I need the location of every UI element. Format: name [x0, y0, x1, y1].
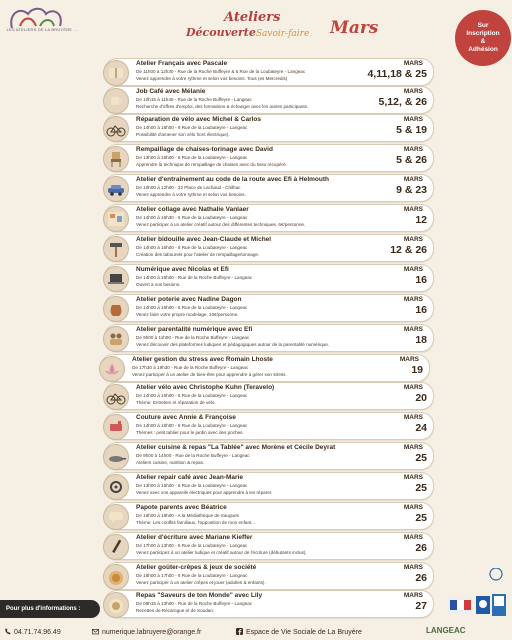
event-dates: 26 — [415, 572, 427, 584]
event-month: MARS — [403, 326, 423, 333]
event-title: Couture avec Annie & Françoise — [136, 414, 236, 421]
event-time-place: De 16h00 à 18h00 - A la Médiathèque de Saugues — [136, 513, 239, 518]
event-row — [104, 86, 434, 114]
event-title: Papote parents avec Béatrice — [136, 504, 227, 511]
event-month: MARS — [403, 504, 423, 511]
event-time-place: De 14h00 à 16h00 - 6 Rue de la Loubateyre - Langeac — [136, 125, 248, 130]
car-icon — [103, 176, 129, 202]
event-dates: 25 — [415, 482, 427, 494]
event-month: MARS — [403, 444, 423, 451]
event-time-place: De 16h00 à 17h00 - 6 Rue de la Loubateyre - Langeac — [136, 573, 248, 578]
event-description: Venez participer à un atelier créatif autour des différentes techniques. 6€/personne. — [136, 222, 306, 227]
event-title: Réparation de vélo avec Michel & Carlos — [136, 116, 261, 123]
event-time-place: De 14h00 à 16h30 - 6 Rue de la Loubateyre - Langeac — [136, 215, 248, 220]
event-row — [104, 590, 434, 618]
event-month: MARS — [403, 88, 423, 95]
phone-number: 04.71.74.96.49 — [14, 629, 61, 636]
event-row — [104, 412, 434, 440]
email-address: numerique.labruyere@orange.fr — [102, 629, 202, 636]
event-dates: 5 & 26 — [396, 154, 427, 166]
event-title: Atelier d'entraînement au code de la route avec Efi à Helmouth — [136, 176, 329, 183]
info-tab: Pour plus d'informations : — [0, 600, 100, 618]
badge-line: Inscription — [466, 30, 500, 37]
month-heading: Mars — [330, 18, 379, 38]
event-dates: 16 — [415, 274, 427, 286]
pen-icon — [103, 534, 129, 560]
event-dates: 24 — [415, 422, 427, 434]
event-row — [104, 562, 434, 590]
event-row — [104, 472, 434, 500]
event-row — [104, 204, 434, 232]
event-month: MARS — [403, 534, 423, 541]
event-row — [104, 144, 434, 172]
event-description: Possibilité d'amener son vélo hors électrique). — [136, 132, 230, 137]
event-dates: 12 & 26 — [390, 244, 427, 256]
coffee-icon — [103, 88, 129, 114]
event-time-place: De 13h00 à 16h00 - 6 Rue de la Loubateyre - Langeac — [136, 155, 248, 160]
event-time-place: De 9h00 à 11h00 - Rue de la Roche Buffeyre - Langeac — [136, 335, 250, 340]
event-title: Atelier bidouille avec Jean-Claude et Michel — [136, 236, 272, 243]
event-row — [104, 174, 434, 202]
lotus-icon — [99, 356, 125, 382]
event-title: Atelier gestion du stress avec Romain Lhoste — [132, 356, 273, 363]
event-description: Venez participez à un atelier ludique et créatif autour de l'écriture (débutants inclus). — [136, 550, 307, 555]
event-month: MARS — [403, 592, 423, 599]
event-dates: 19 — [411, 364, 423, 376]
event-title: Atelier repair café avec Jean-Marie — [136, 474, 243, 481]
event-dates: 5 & 19 — [396, 124, 427, 136]
event-row — [104, 532, 434, 560]
event-description: Création des tabourets pour l'atelier de rempaillage/tonnage. — [136, 252, 260, 257]
event-description: Apprendre la technique de rempaillage de chaises avec du tissu récupéré. — [136, 162, 287, 167]
badge-line: Adhésion — [468, 46, 498, 53]
family-icon — [103, 326, 129, 352]
event-month: MARS — [403, 116, 423, 123]
event-dates: 4,11,18 & 25 — [367, 68, 427, 80]
event-description: Thème: Les conflits familiaux, l'opposition de mon enfant... — [136, 520, 256, 525]
facebook-page: Espace de Vie Sociale de La Bruyère — [246, 629, 362, 636]
event-time-place: De 11h00 à 12h30 - Rue de la Roche Buffeyre & 6 Rue de la Loubateyre - Langeac — [136, 69, 306, 74]
event-time-place: De 14h00 à 16h00 - Rue de la Roche Buffeyre - Langeac — [136, 275, 253, 280]
scissors-icon — [103, 206, 129, 232]
event-row — [104, 324, 434, 352]
event-time-place: De 13h00 à 16h00 - 6 Rue de la Loubateyre - Langeac — [136, 483, 248, 488]
event-month: MARS — [403, 384, 423, 391]
phone-item[interactable] — [4, 628, 61, 636]
brand-caption: LES ATELIERS DE LA BRUYÈRE ... — [6, 27, 78, 32]
mail-icon — [92, 628, 99, 635]
event-dates: 12 — [415, 214, 427, 226]
event-row — [104, 442, 434, 470]
event-description: Recherche d'offres d'emploi, des formations & échanger avec les autres participants. — [136, 104, 309, 109]
bicycle-icon — [103, 116, 129, 142]
phone-icon — [4, 628, 11, 635]
event-dates: 16 — [415, 304, 427, 316]
event-title: Atelier goûter-crêpes & jeux de société — [136, 564, 257, 571]
event-month: MARS — [399, 356, 419, 363]
event-row — [104, 234, 434, 262]
badge-line: Sur — [477, 22, 489, 29]
cooking-icon — [103, 444, 129, 470]
chair-icon — [103, 146, 129, 172]
event-month: MARS — [403, 206, 423, 213]
event-description: Venez avec vos appareils électriques pour apprendre à les réparer. — [136, 490, 273, 495]
event-row — [104, 502, 434, 530]
repair-icon — [103, 474, 129, 500]
event-title: Atelier poterie avec Nadine Dagon — [136, 296, 242, 303]
event-description: Thème: Entretien et réparation de vélo. — [136, 400, 216, 405]
event-month: MARS — [403, 414, 423, 421]
event-time-place: De 9h00 à 14h00 - Rue de la Roche Buffeyre - Langeac — [136, 453, 250, 458]
event-dates: 20 — [415, 392, 427, 404]
event-title: Atelier collage avec Nathalie Vanlaer — [136, 206, 249, 213]
event-title: Numérique avec Nicolas et Efi — [136, 266, 229, 273]
event-time-place: De 17h30 à 19h30 - Rue de la Roche Buffeyre - Langeac — [132, 365, 249, 370]
book-icon — [103, 60, 129, 86]
event-row — [104, 264, 434, 292]
email-item[interactable] — [92, 628, 201, 636]
event-month: MARS — [403, 296, 423, 303]
subtitle-secondary: Savoir-faire — [255, 29, 310, 39]
event-description: Recettes de Récarogue et de Soudan. — [136, 608, 215, 613]
event-row — [104, 382, 434, 410]
event-title: Atelier d'écriture avec Mariane Kieffer — [136, 534, 253, 541]
facebook-item[interactable] — [236, 628, 362, 636]
event-description: Venez découvrir des plateformes ludiques et pédagogiques autour de la parentalité numérique. — [136, 342, 330, 347]
event-description: Venez faire votre propre modelage. 10€/personne. — [136, 312, 239, 317]
laptop-icon — [103, 266, 129, 292]
badge-line: & — [480, 38, 486, 45]
event-dates: 25 — [415, 452, 427, 464]
event-month: MARS — [403, 236, 423, 243]
page-title: Ateliers — [224, 10, 281, 25]
subtitle-main: Découverte — [186, 26, 256, 39]
event-description: Venez participer à un atelier crêpes et jouer (adultes & enfants). — [136, 580, 266, 585]
event-dates: 18 — [415, 334, 427, 346]
event-description: Venez apprendre à votre rythme et selon vos besoins. Tous (es Mercredis) — [136, 76, 288, 81]
event-time-place: De 14h00 à 16h00 - 6 Rue de la Loubateyre - Langeac — [136, 305, 248, 310]
event-title: Atelier Français avec Pascale — [136, 60, 228, 67]
event-month: MARS — [403, 176, 423, 183]
event-time-place: De 14h00 à 16h00 - 6 Rue de la Loubateyre - Langeac — [136, 245, 248, 250]
hammer-icon — [103, 236, 129, 262]
facebook-icon — [236, 628, 243, 635]
event-time-place: De 10h15 à 11h45 - Rue de la Roche Buffeyre - Langeac — [136, 97, 252, 102]
town-logo: LANGEAC — [426, 626, 466, 635]
event-row — [104, 114, 434, 142]
event-row — [104, 58, 434, 86]
bicycle-icon — [103, 384, 129, 410]
event-description: Venez participer à un atelier de bien-être pour apprendre à gérer son stress. — [132, 372, 287, 377]
partner-logos-icon — [444, 568, 508, 628]
pottery-icon — [103, 296, 129, 322]
event-title: Atelier vélo avec Christophe Kuhn (Teravelo) — [136, 384, 275, 391]
crepe-icon — [103, 564, 129, 590]
event-dates: 26 — [415, 542, 427, 554]
event-title: Atelier cuisine & repas "La Tablée" avec Morène et Cécile Deyrat — [136, 444, 336, 451]
event-dates: 27 — [415, 600, 427, 612]
event-dates: 5,12, & 26 — [378, 96, 427, 108]
event-title: Job Café avec Mélanie — [136, 88, 206, 95]
event-month: MARS — [403, 266, 423, 273]
event-time-place: De 10h00 à 12h00 - 32 Place de Lachaud - Chilhac — [136, 185, 241, 190]
event-row — [100, 354, 430, 382]
event-month: MARS — [403, 474, 423, 481]
sewing-icon — [103, 414, 129, 440]
event-month: MARS — [403, 146, 423, 153]
event-row — [104, 294, 434, 322]
event-description: Venez apprendre à votre rythme et selon vos besoins. — [136, 192, 246, 197]
event-dates: 25 — [415, 512, 427, 524]
registration-badge — [455, 10, 511, 66]
plate-icon — [103, 592, 129, 618]
event-time-place: De 08h15 à 13h00 - Rue de la Roche Buffeyre - Langeac — [136, 601, 253, 606]
event-time-place: De 14h00 à 16h00 - 6 Rue de la Loubateyre - Langeac — [136, 393, 248, 398]
event-time-place: De 14h00 à 16h00 - 6 Rue de la Loubateyre - Langeac — [136, 423, 248, 428]
chat-icon — [103, 504, 129, 530]
event-month: MARS — [403, 564, 423, 571]
event-title: Repas "Saveurs de ton Monde" avec Lily — [136, 592, 263, 599]
event-month: MARS — [403, 60, 423, 67]
page-subtitle — [186, 26, 309, 39]
event-time-place: De 17h00 à 13h00 - 6 Rue de la Loubateyre - Langeac — [136, 543, 248, 548]
event-description: Thèmes : petit tablier pour le jardin avec des poches. — [136, 430, 244, 435]
event-description: Ouvert à vos besoins. — [136, 282, 181, 287]
event-title: Atelier parentalité numérique avec Efi — [136, 326, 253, 333]
event-dates: 9 & 23 — [396, 184, 427, 196]
event-title: Rempaillage de chaises-torinage avec David — [136, 146, 273, 153]
event-description: Ateliers cuisine, nutrition & repas. — [136, 460, 205, 465]
